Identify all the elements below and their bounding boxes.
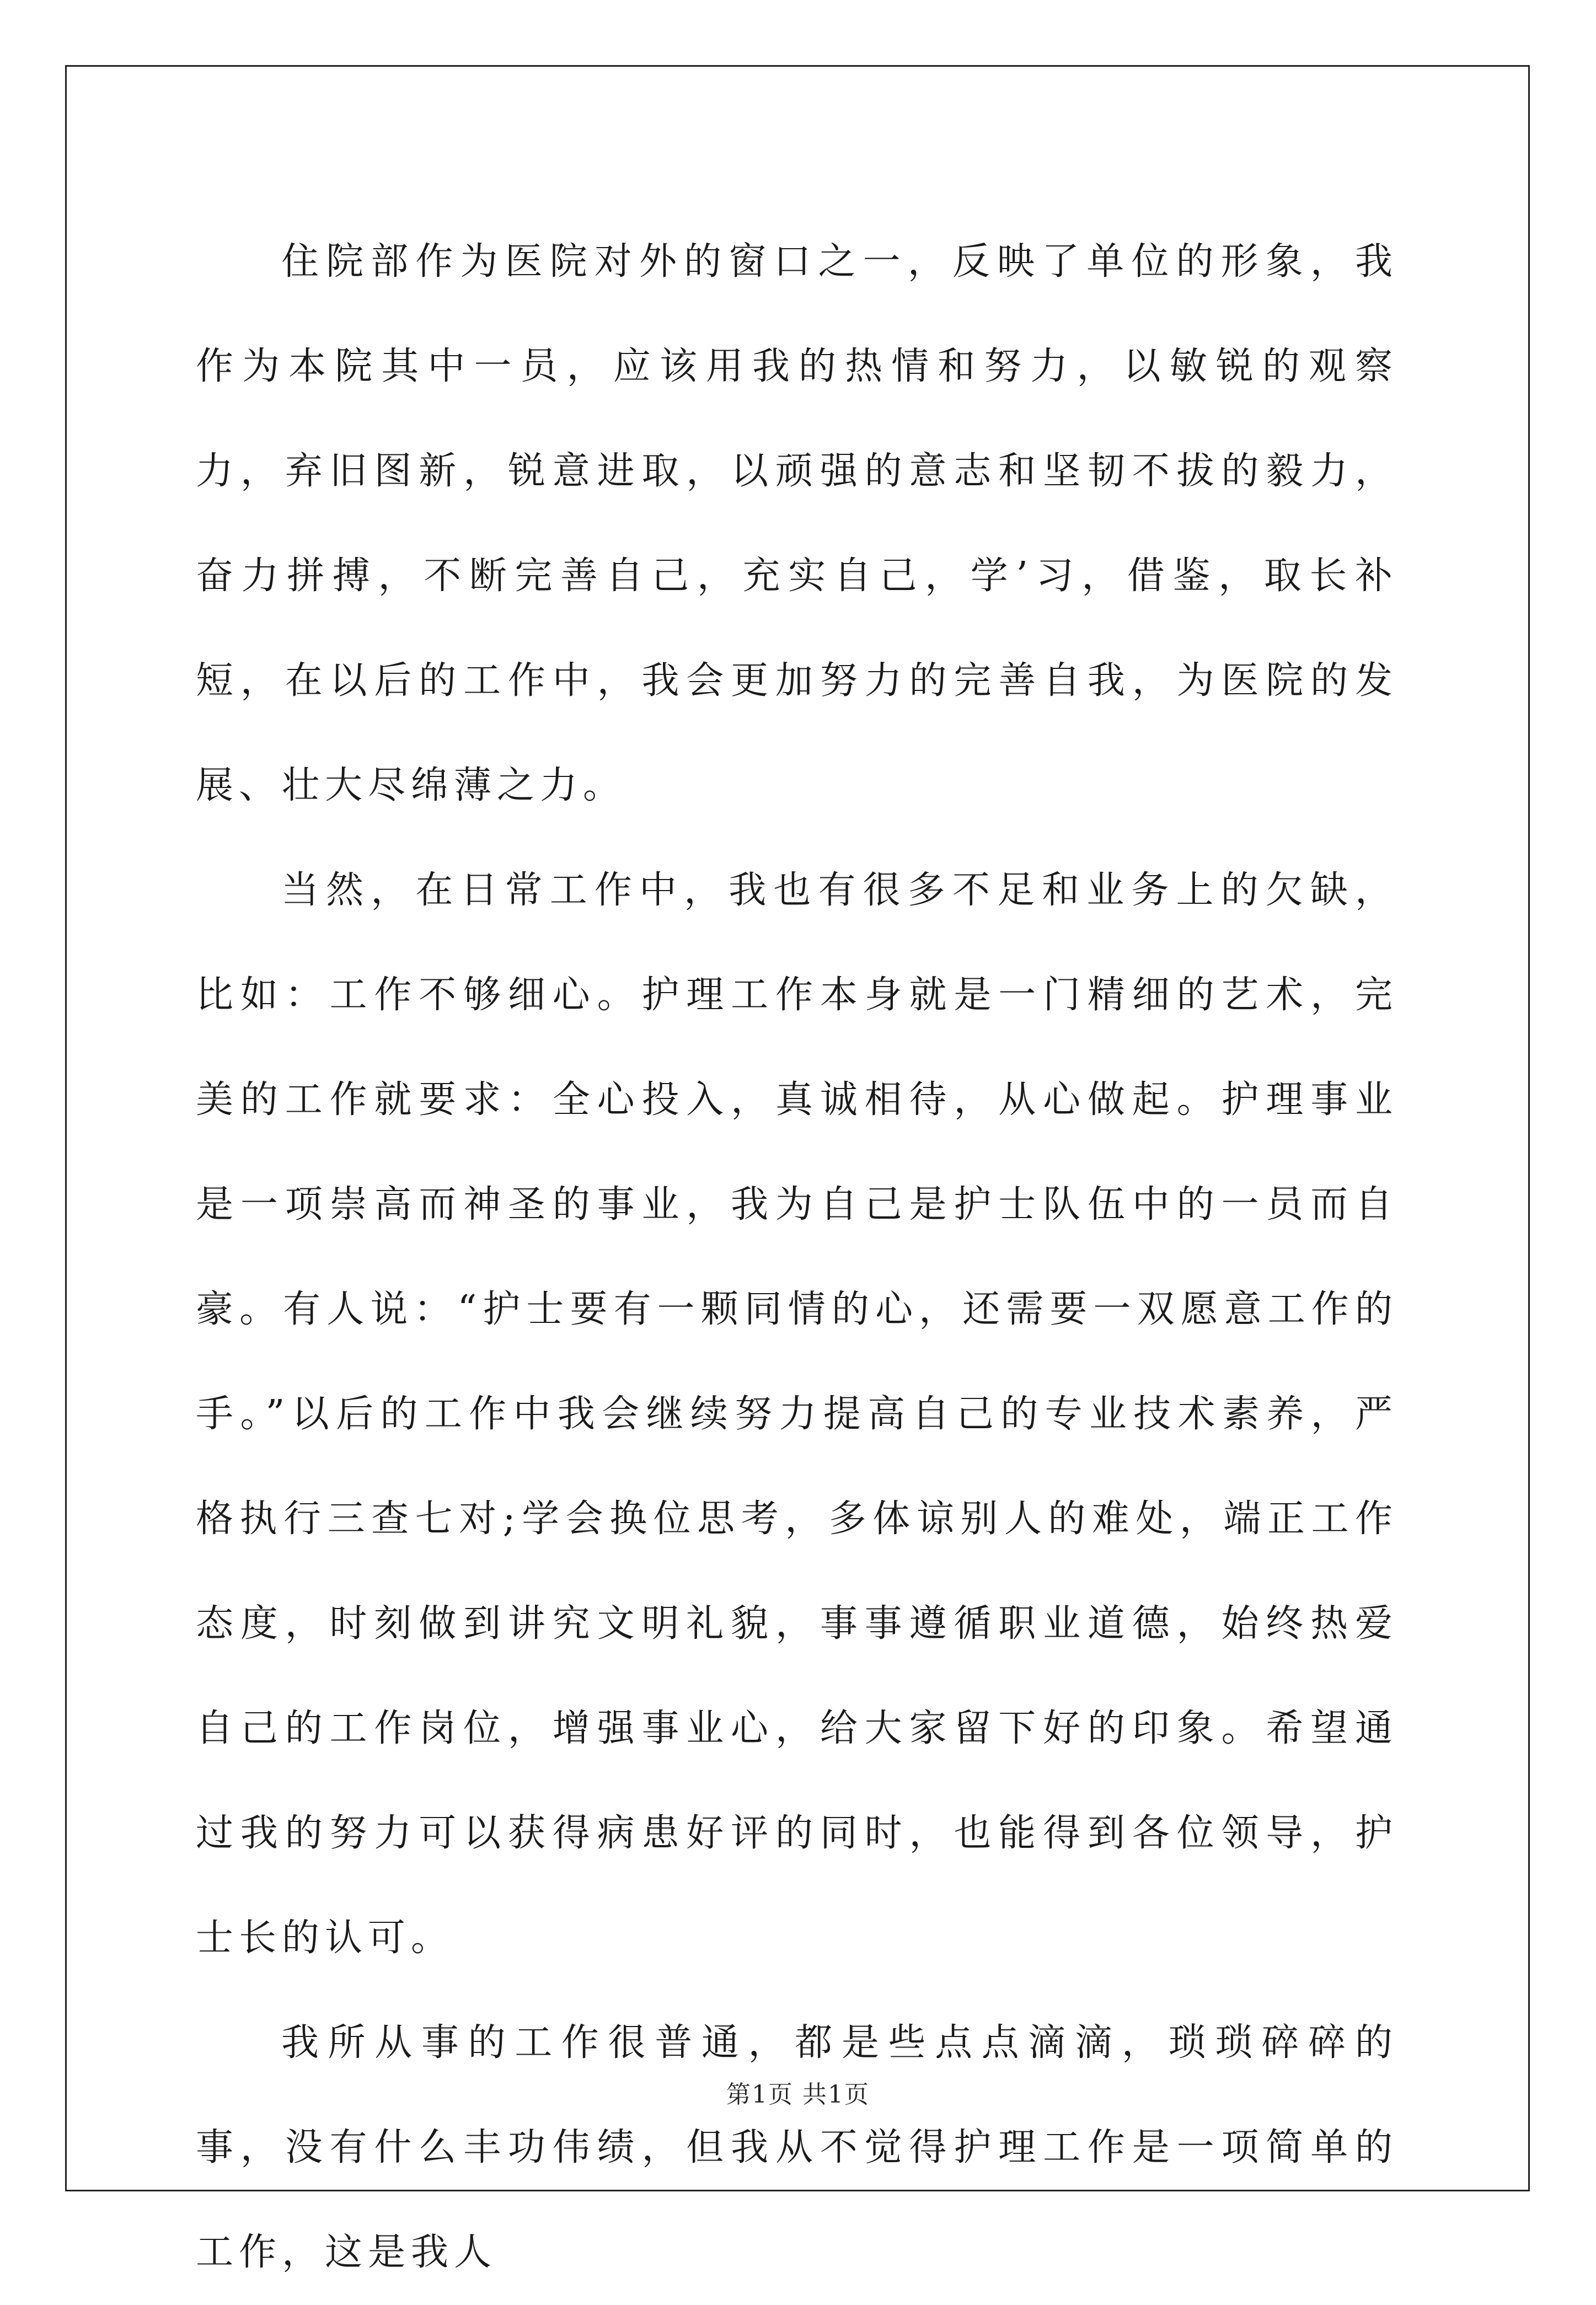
paragraph-3: 我所从事的工作很普通，都是些点点滴滴，琐琐碎碎的事，没有什么丰功伟绩，但我从不觉得护理工作是一项简单的工作，这是我人	[196, 2021, 1398, 2274]
paragraph-1: 住院部作为医院对外的窗口之一，反映了单位的形象，我作为本院其中一员，应该用我的热情和努力，以敏锐的观察力，弃旧图新，锐意进取，以顽强的意志和坚韧不拔的毅力，奋力拼搏，不断完善自己，充实自己，学’习，借鉴，取长补短，在以后的工作中，我会更加努力的完善自我，为医院的发展、壮大尽绵薄之力。	[196, 240, 1398, 807]
page-footer: 第1页 共1页	[726, 2081, 870, 2109]
document-body	[196, 210, 1398, 2305]
paragraph-2: 当然，在日常工作中，我也有很多不足和业务上的欠缺，比如：工作不够细心。护理工作本身就是一门精细的艺术，完美的工作就要求：全心投入，真诚相待，从心做起。护理事业是一项崇高而神圣的事业，我为自己是护士队伍中的一员而自豪。有人说：“护士要有一颗同情的心，还需要一双愿意工作的手。”以后的工作中我会继续努力提高自己的专业技术素养，严格执行三查七对;学会换位思考，多体谅别人的难处，端正工作态度，时刻做到讲究文明礼貌，事事遵循职业道德，始终热爱自己的工作岗位，增强事业心，给大家留下好的印象。希望通过我的努力可以获得病患好评的同时，也能得到各位领导，护士长的认可。	[196, 869, 1398, 1960]
